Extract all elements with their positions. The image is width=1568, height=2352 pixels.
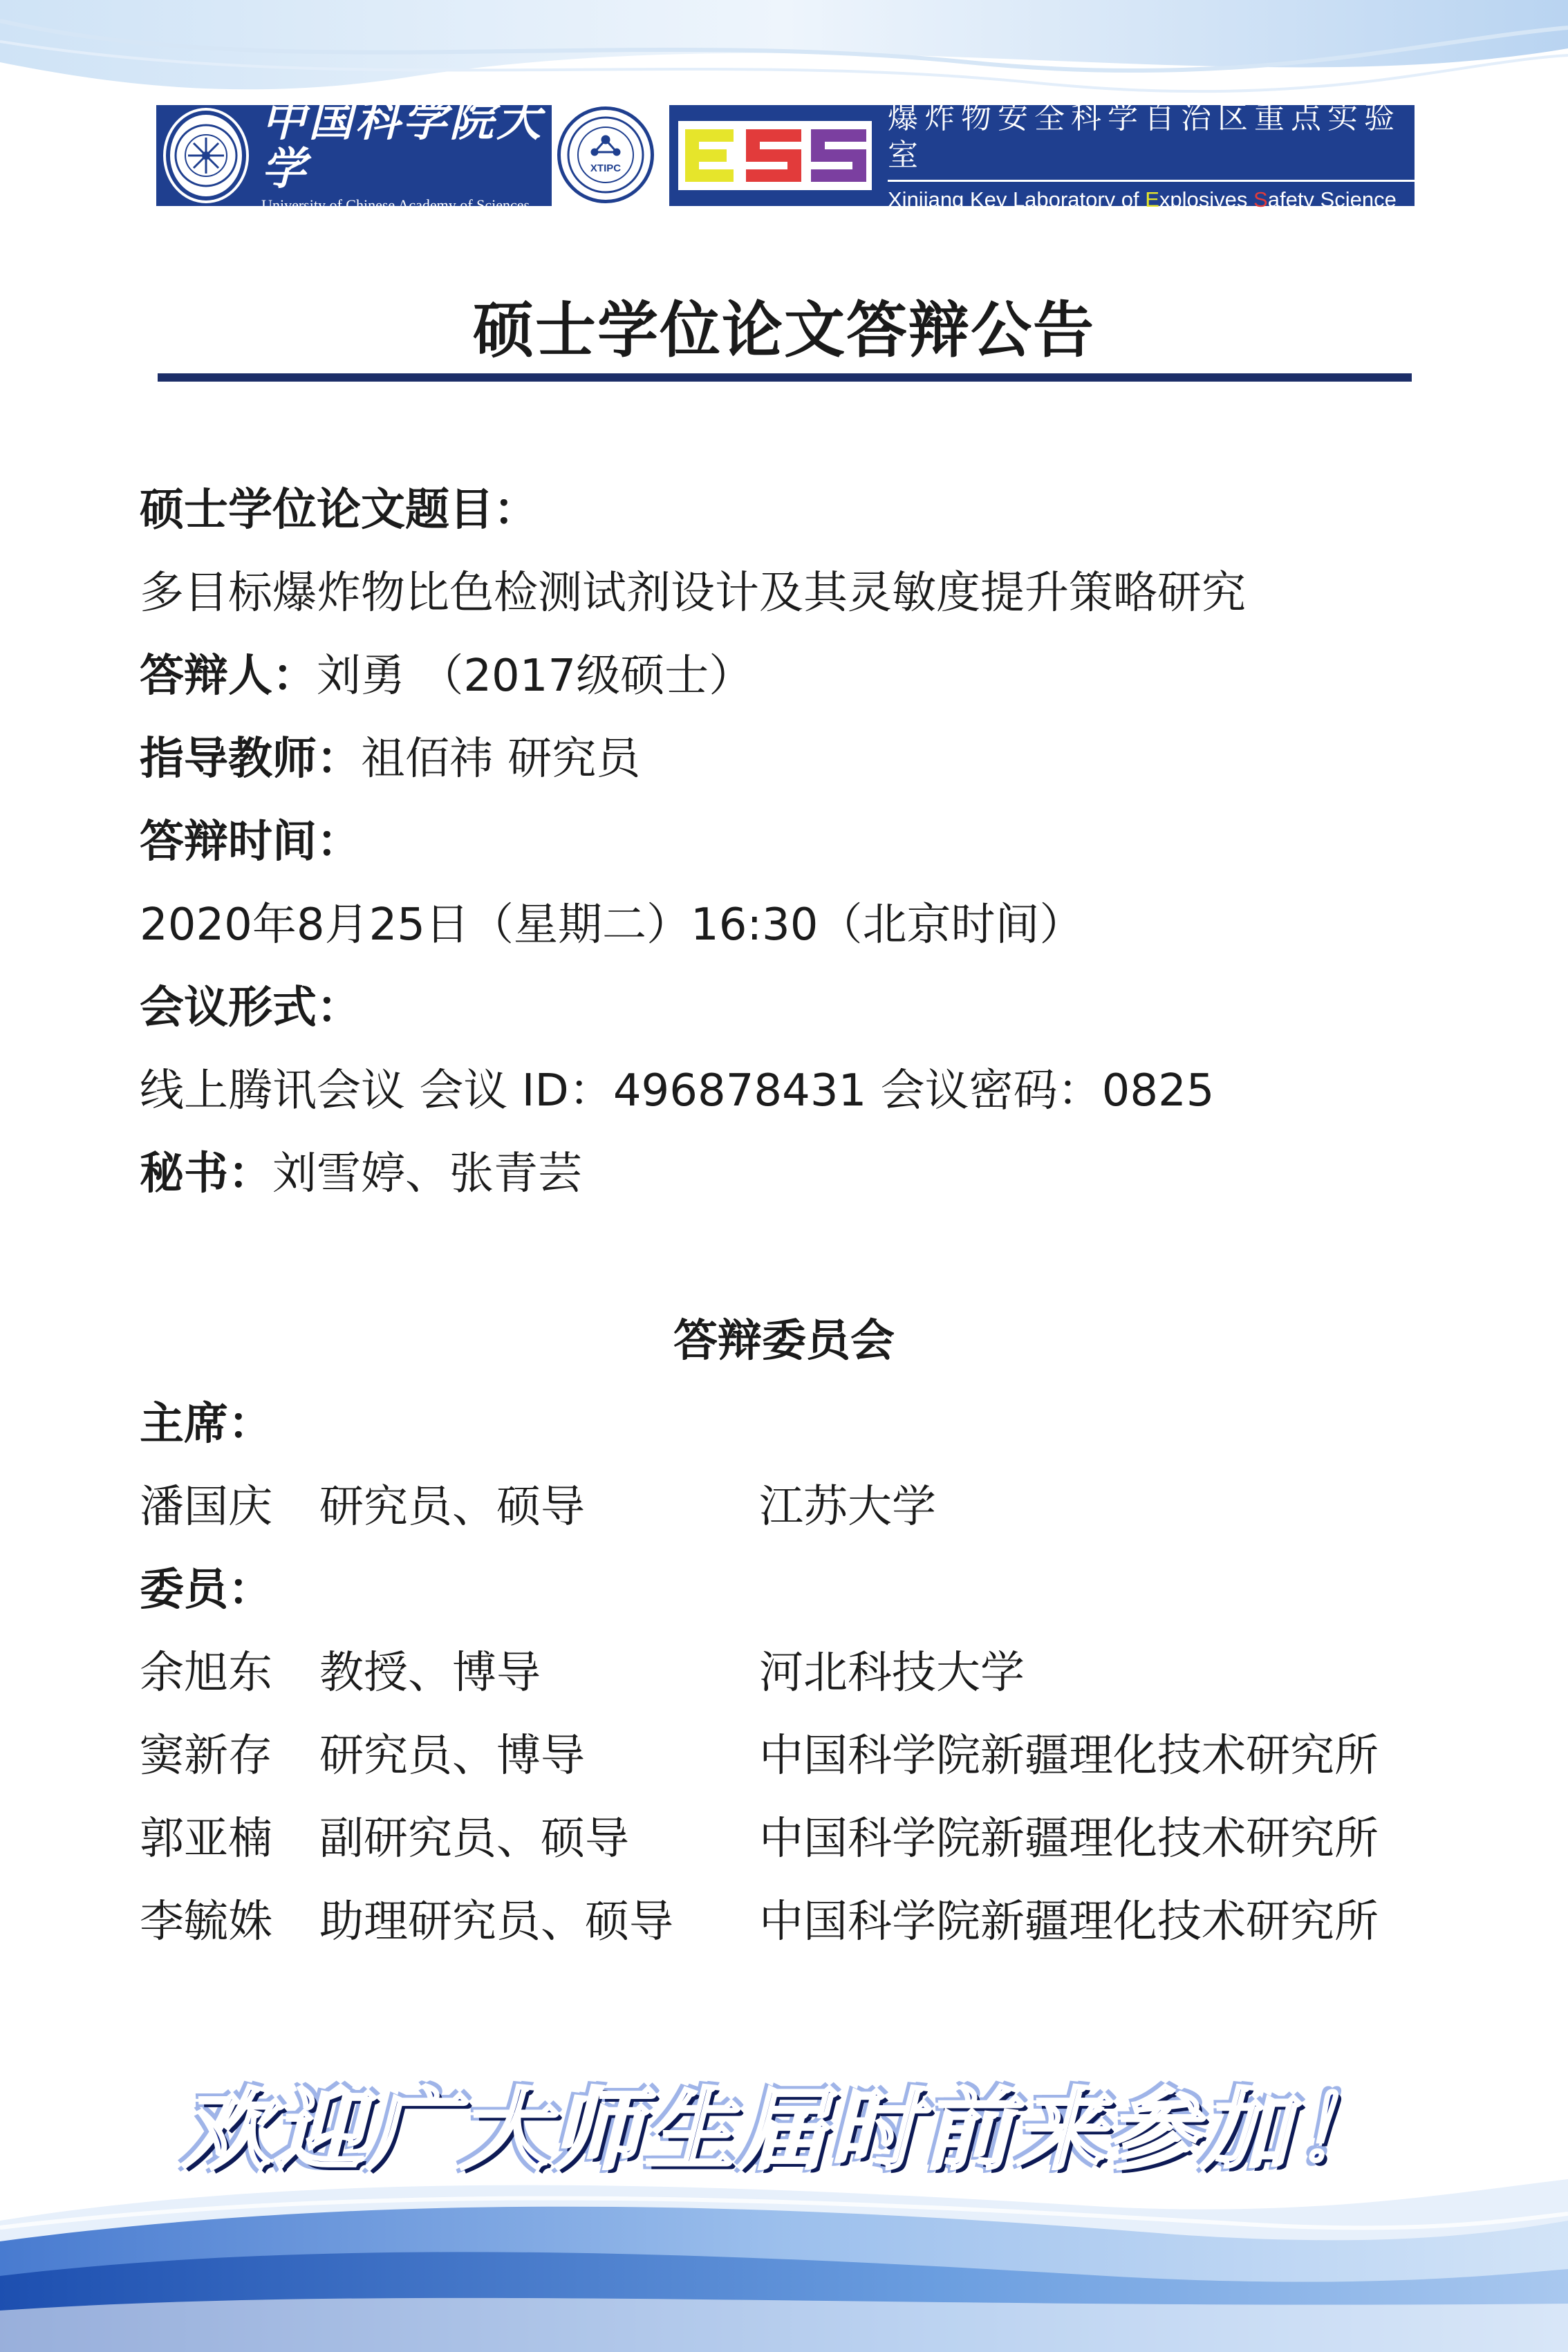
welcome-banner: 欢迎广大师生届时前来参加！ (181, 2079, 1386, 2182)
chair-org: 江苏大学 (759, 1482, 936, 1533)
thesis-title: 多目标爆炸物比色检测试剂设计及其灵敏度提升策略研究 (140, 568, 1246, 619)
defender-value: 刘勇 （2017级硕士） (317, 651, 754, 702)
meeting-format-value: 线上腾讯会议 会议 ID：496878431 会议密码：0825 (140, 1065, 1215, 1117)
chair-title: 研究员、硕导 (319, 1482, 585, 1533)
defender-row (140, 648, 753, 704)
ess-name-en: Xinjiang Key Laboratory of Explosives Safety Science (888, 187, 1397, 212)
member-title: 教授、博导 (319, 1648, 541, 1699)
ess-name-cn: 爆炸物安全科学自治区重点实验室 (888, 100, 1415, 182)
ess-mark-icon (669, 105, 881, 206)
secretary-value: 刘雪婷、张青芸 (272, 1148, 582, 1200)
meeting-format-label: 会议形式： (140, 982, 361, 1034)
ess-lab-logo (669, 100, 1415, 212)
defense-time-label: 答辩时间： (140, 816, 361, 868)
advisor-value: 祖佰祎 研究员 (361, 734, 641, 785)
committee-heading: 答辩委员会 (673, 1316, 895, 1367)
advisor-label: 指导教师： (140, 734, 361, 785)
ucas-logo (156, 95, 552, 214)
xtipc-logo (557, 106, 654, 203)
member-org: 中国科学院新疆理化技术研究所 (759, 1813, 1379, 1865)
page-title: 硕士学位论文答辩公告 (472, 295, 1095, 366)
secretary-label: 秘书： (140, 1148, 272, 1200)
xtipc-emblem-icon (564, 113, 647, 196)
ucas-name-en: University of Chinese Academy of Sciences (261, 196, 530, 214)
member-name: 余旭东 (140, 1648, 272, 1699)
defense-time-value: 2020年8月25日（星期二）16:30（北京时间） (140, 899, 1084, 951)
advisor-row (140, 731, 640, 787)
chair-label: 主席： (140, 1399, 272, 1450)
member-org: 中国科学院新疆理化技术研究所 (759, 1730, 1379, 1782)
member-name: 李毓姝 (140, 1896, 272, 1948)
member-name: 窦新存 (140, 1730, 272, 1782)
defender-label: 答辩人： (140, 651, 317, 702)
ess-letters-icon (678, 121, 872, 190)
title-divider (158, 373, 1412, 382)
ucas-name-cn: 中国科学院大学 (261, 95, 544, 195)
member-title: 研究员、博导 (319, 1730, 585, 1782)
thesis-title-label: 硕士学位论文题目： (140, 485, 538, 536)
xtipc-label: XTIPC (590, 162, 622, 174)
member-title: 助理研究员、硕导 (319, 1896, 673, 1948)
member-org: 中国科学院新疆理化技术研究所 (759, 1896, 1379, 1948)
member-title: 副研究员、硕导 (319, 1813, 629, 1865)
chair-name: 潘国庆 (140, 1482, 272, 1533)
members-label: 委员： (140, 1565, 272, 1616)
member-name: 郭亚楠 (140, 1813, 272, 1865)
ucas-seal-icon (166, 111, 246, 200)
member-org: 河北科技大学 (759, 1648, 1025, 1699)
secretary-row (140, 1146, 582, 1202)
